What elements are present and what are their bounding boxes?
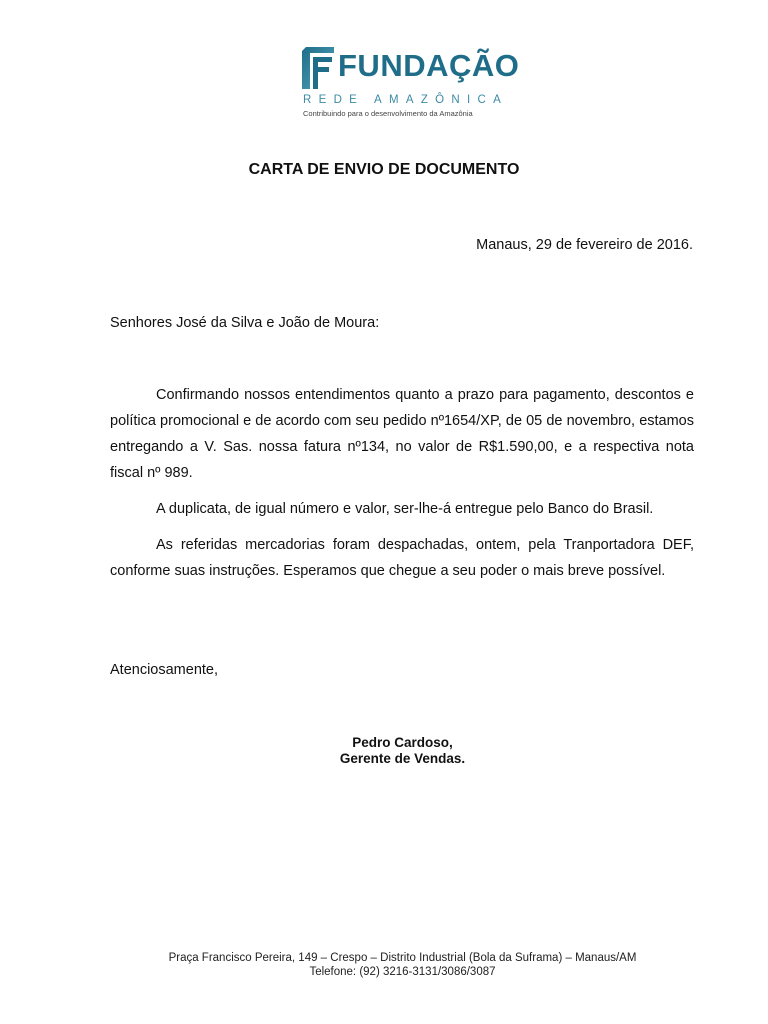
body-paragraph: A duplicata, de igual número e valor, ser-lhe-á entregue pelo Banco do Brasil. <box>156 501 654 517</box>
document-title: CARTA DE ENVIO DE DOCUMENTO <box>248 161 520 178</box>
salutation: Senhores José da Silva e João de Moura: <box>110 315 380 331</box>
footer-phone: Telefone: (92) 3216-3131/3086/3087 <box>309 965 496 978</box>
footer-address: Praça Francisco Pereira, 149 – Crespo – Distrito Industrial (Bola da Suframa) – Manaus/AM <box>168 952 637 964</box>
body-paragraph: As referidas mercadorias foram despachadas, ontem, pela Tranportadora DEF, conforme suas instruções. Esperamos que chegue a seu poder o mais breve possível. <box>110 537 694 579</box>
closing: Atenciosamente, <box>110 662 219 678</box>
signature-name: Pedro Cardoso, <box>352 735 453 750</box>
signature-block <box>0 735 768 767</box>
place-date: Manaus, 29 de fevereiro de 2016. <box>476 237 693 253</box>
foundation-f-logo-icon <box>302 47 334 89</box>
signature-role: Gerente de Vendas. <box>339 751 466 766</box>
logo-name: FUNDAÇÃO <box>338 48 520 83</box>
footer <box>0 952 768 979</box>
logo-subtitle: REDE AMAZÔNICA <box>303 94 509 106</box>
foundation-logo <box>300 44 520 120</box>
letter-body <box>110 382 694 594</box>
body-paragraph: Confirmando nossos entendimentos quanto a prazo para pagamento, descontos e política promocional e de acordo com seu pedido nº1654/XP, de 05 de novembro, estamos entregando a V. Sas. nossa fatura nº134, no valor de R$1.590,00, e a respectiva nota fiscal nº 989. <box>110 387 694 481</box>
logo-tagline: Contribuindo para o desenvolvimento da Amazônia <box>303 109 473 118</box>
